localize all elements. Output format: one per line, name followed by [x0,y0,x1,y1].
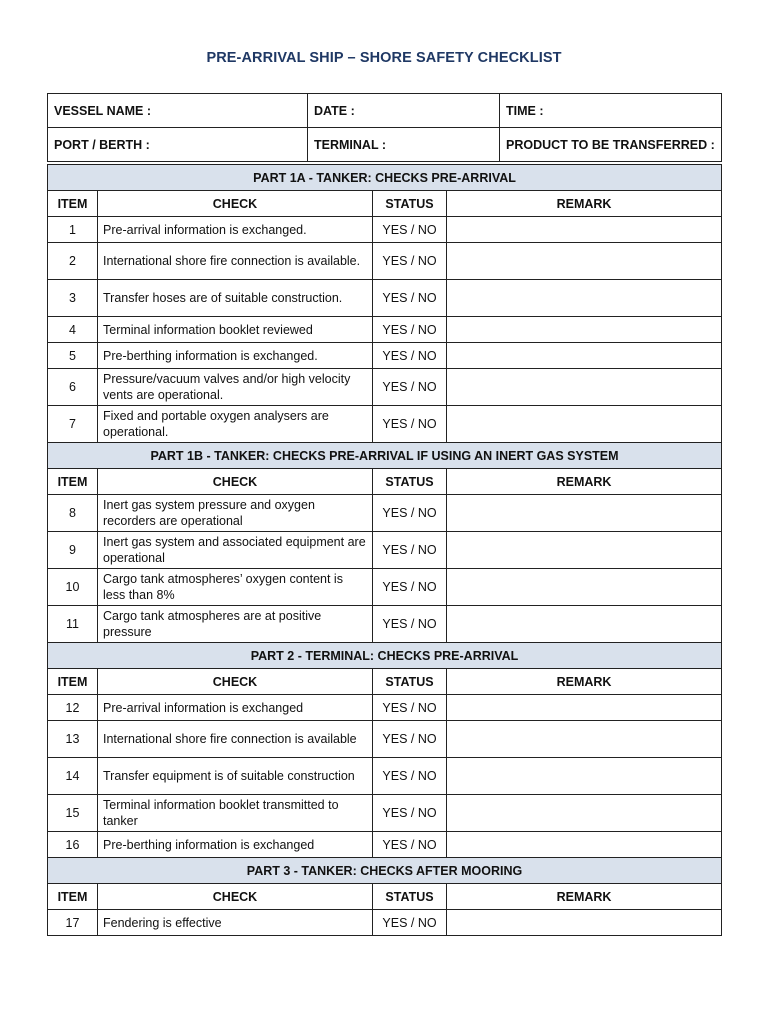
item-cell: 10 [48,569,98,606]
checklist-body [48,165,722,936]
status-cell[interactable]: YES / NO [373,532,447,569]
check-cell: Transfer equipment is of suitable construction [98,758,373,795]
check-cell: Pre-arrival information is exchanged [98,695,373,721]
status-cell[interactable]: YES / NO [373,569,447,606]
remark-cell[interactable] [447,795,722,832]
column-header-status: STATUS [373,469,447,495]
column-header-status: STATUS [373,669,447,695]
column-header-remark: REMARK [447,669,722,695]
status-cell[interactable]: YES / NO [373,721,447,758]
column-header-remark: REMARK [447,884,722,910]
table-row [48,343,722,369]
item-cell: 8 [48,495,98,532]
table-row [48,795,722,832]
item-cell: 5 [48,343,98,369]
check-cell: Pre-arrival information is exchanged. [98,217,373,243]
status-cell[interactable]: YES / NO [373,832,447,858]
table-row [48,406,722,443]
header-row-1 [48,94,722,128]
table-row [48,695,722,721]
vessel-name-field[interactable]: VESSEL NAME : [48,94,308,128]
column-header-status: STATUS [373,191,447,217]
header-table [47,93,722,162]
item-cell: 3 [48,280,98,317]
checklist-table [47,164,722,936]
item-cell: 9 [48,532,98,569]
status-cell[interactable]: YES / NO [373,343,447,369]
check-cell: Cargo tank atmospheres are at positive pressure [98,606,373,643]
remark-cell[interactable] [447,406,722,443]
item-cell: 15 [48,795,98,832]
check-cell: Transfer hoses are of suitable construction. [98,280,373,317]
item-cell: 1 [48,217,98,243]
column-header-remark: REMARK [447,191,722,217]
remark-cell[interactable] [447,910,722,936]
column-header-row [48,191,722,217]
section-title: PART 1B - TANKER: CHECKS PRE-ARRIVAL IF USING AN INERT GAS SYSTEM [48,443,722,469]
table-row [48,217,722,243]
column-header-status: STATUS [373,884,447,910]
product-field[interactable]: PRODUCT TO BE TRANSFERRED : [500,128,722,162]
item-cell: 17 [48,910,98,936]
check-cell: Terminal information booklet transmitted to tanker [98,795,373,832]
status-cell[interactable]: YES / NO [373,495,447,532]
check-cell: International shore fire connection is available. [98,243,373,280]
remark-cell[interactable] [447,217,722,243]
remark-cell[interactable] [447,369,722,406]
check-cell: Pressure/vacuum valves and/or high velocity vents are operational. [98,369,373,406]
terminal-field[interactable]: TERMINAL : [308,128,500,162]
document-title: PRE-ARRIVAL SHIP – SHORE SAFETY CHECKLIST [206,50,562,66]
column-header-check: CHECK [98,191,373,217]
status-cell[interactable]: YES / NO [373,243,447,280]
remark-cell[interactable] [447,721,722,758]
status-cell[interactable]: YES / NO [373,317,447,343]
item-cell: 14 [48,758,98,795]
check-cell: Fixed and portable oxygen analysers are operational. [98,406,373,443]
column-header-check: CHECK [98,884,373,910]
status-cell[interactable]: YES / NO [373,695,447,721]
column-header-check: CHECK [98,669,373,695]
check-cell: Fendering is effective [98,910,373,936]
date-field[interactable]: DATE : [308,94,500,128]
item-cell: 11 [48,606,98,643]
check-cell: International shore fire connection is available [98,721,373,758]
status-cell[interactable]: YES / NO [373,795,447,832]
status-cell[interactable]: YES / NO [373,369,447,406]
remark-cell[interactable] [447,532,722,569]
time-field[interactable]: TIME : [500,94,722,128]
header-row-2 [48,128,722,162]
column-header-item: ITEM [48,669,98,695]
item-cell: 6 [48,369,98,406]
table-row [48,280,722,317]
item-cell: 13 [48,721,98,758]
remark-cell[interactable] [447,243,722,280]
status-cell[interactable]: YES / NO [373,606,447,643]
remark-cell[interactable] [447,343,722,369]
remark-cell[interactable] [447,606,722,643]
remark-cell[interactable] [447,569,722,606]
status-cell[interactable]: YES / NO [373,910,447,936]
status-cell[interactable]: YES / NO [373,280,447,317]
column-header-item: ITEM [48,884,98,910]
table-row [48,243,722,280]
check-cell: Pre-berthing information is exchanged [98,832,373,858]
remark-cell[interactable] [447,317,722,343]
item-cell: 16 [48,832,98,858]
column-header-row [48,669,722,695]
status-cell[interactable]: YES / NO [373,758,447,795]
check-cell: Terminal information booklet reviewed [98,317,373,343]
section-header [48,165,722,191]
column-header-check: CHECK [98,469,373,495]
check-cell: Inert gas system pressure and oxygen recorders are operational [98,495,373,532]
status-cell[interactable]: YES / NO [373,217,447,243]
section-header [48,643,722,669]
section-header [48,858,722,884]
port-berth-field[interactable]: PORT / BERTH : [48,128,308,162]
section-title: PART 2 - TERMINAL: CHECKS PRE-ARRIVAL [48,643,722,669]
column-header-item: ITEM [48,191,98,217]
check-cell: Cargo tank atmospheres’ oxygen content is less than 8% [98,569,373,606]
remark-cell[interactable] [447,280,722,317]
section-title: PART 1A - TANKER: CHECKS PRE-ARRIVAL [48,165,722,191]
column-header-row [48,469,722,495]
check-cell: Pre-berthing information is exchanged. [98,343,373,369]
table-row [48,721,722,758]
table-row [48,910,722,936]
table-row [48,606,722,643]
table-row [48,832,722,858]
check-cell: Inert gas system and associated equipment are operational [98,532,373,569]
item-cell: 2 [48,243,98,280]
column-header-item: ITEM [48,469,98,495]
item-cell: 4 [48,317,98,343]
item-cell: 12 [48,695,98,721]
status-cell[interactable]: YES / NO [373,406,447,443]
table-row [48,569,722,606]
table-row [48,495,722,532]
table-row [48,532,722,569]
column-header-remark: REMARK [447,469,722,495]
table-row [48,369,722,406]
table-row [48,317,722,343]
section-header [48,443,722,469]
section-title: PART 3 - TANKER: CHECKS AFTER MOORING [48,858,722,884]
remark-cell[interactable] [447,495,722,532]
remark-cell[interactable] [447,832,722,858]
remark-cell[interactable] [447,695,722,721]
remark-cell[interactable] [447,758,722,795]
table-row [48,758,722,795]
column-header-row [48,884,722,910]
item-cell: 7 [48,406,98,443]
